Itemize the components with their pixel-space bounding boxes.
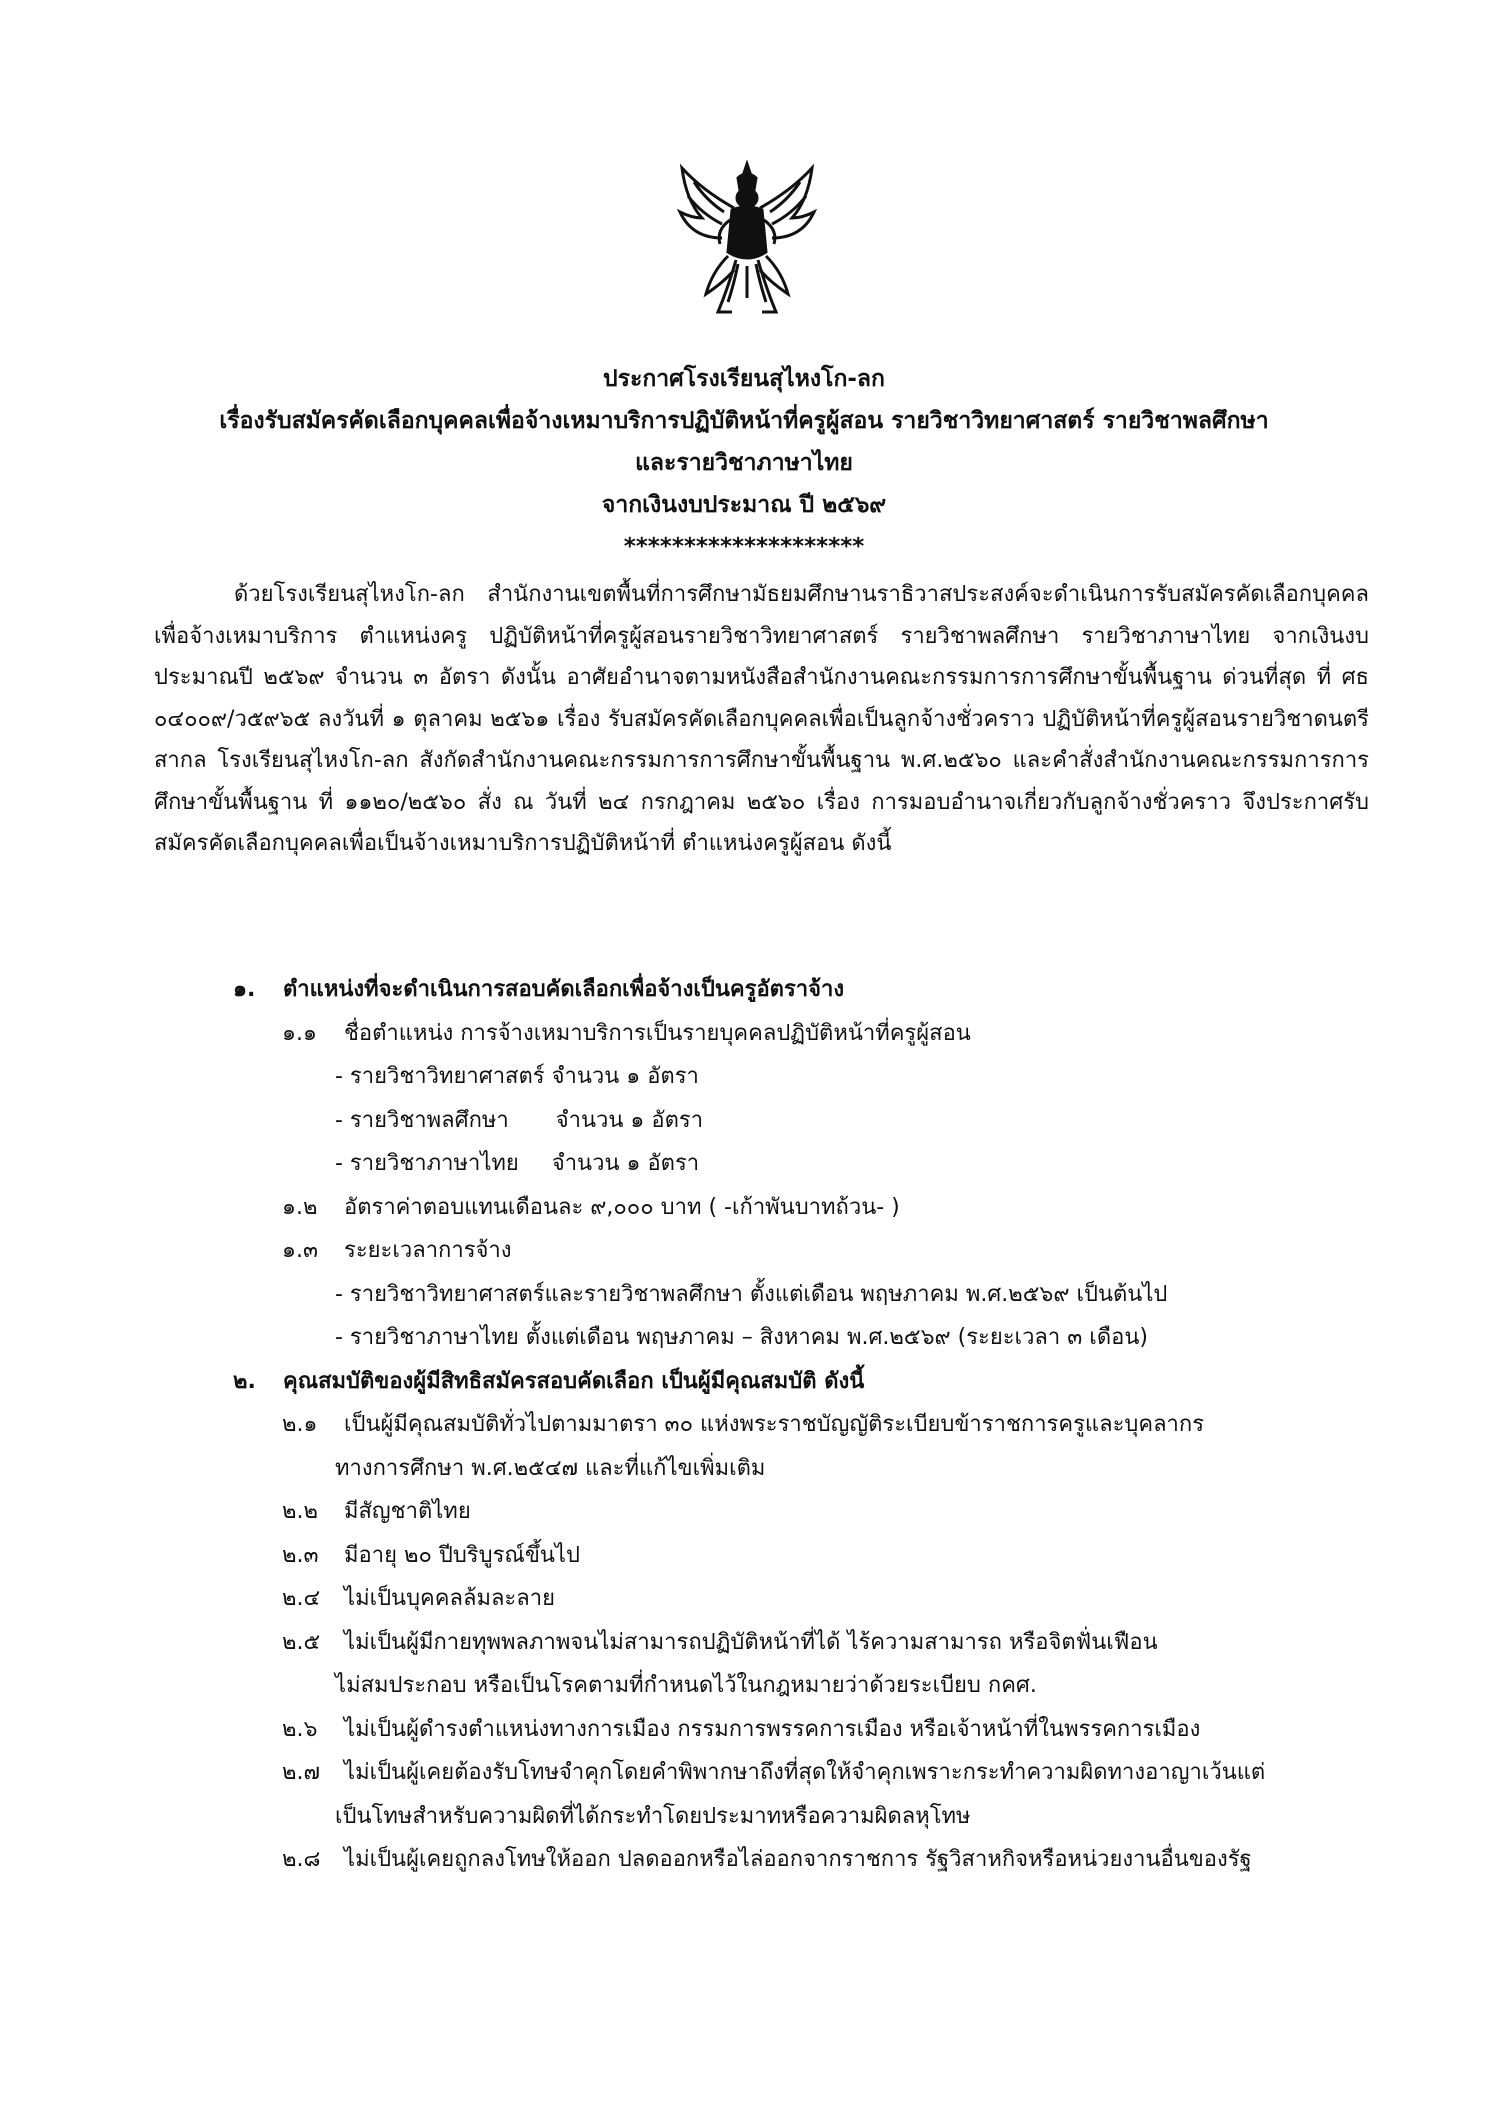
qualification-item [0, 1621, 1488, 1665]
qualification-number: ๒.๔ [282, 1586, 321, 1611]
position-count: จำนวน ๑ อัตรา [551, 1151, 700, 1176]
qualification-item [0, 1838, 1488, 1882]
position-subject: - รายวิชาพลศึกษา [335, 1107, 509, 1133]
position-row [0, 1055, 1488, 1099]
qualification-item [0, 1534, 1488, 1578]
qualification-text: ไม่เป็นผู้เคยถูกลงโทษให้ออก ปลดออกหรือไล่ออกจากราชการ รัฐวิสาหกิจหรือหน่วยงานอื่นของรัฐ [344, 1847, 1252, 1872]
qualification-continuation: เป็นโทษสำหรับความผิดที่ได้กระทำโดยประมาทหรือความผิดลหุโทษ [335, 1803, 971, 1829]
position-subject: - รายวิชาภาษาไทย [335, 1151, 519, 1176]
item-1-1 [0, 1012, 1488, 1056]
item-1-3-number: ๑.๓ [282, 1238, 318, 1263]
qualification-item [0, 1403, 1488, 1447]
section-2-heading [0, 1360, 1488, 1404]
qualification-item [0, 1708, 1488, 1752]
qualification-continuation: ทางการศึกษา พ.ศ.๒๕๔๗ และที่แก้ไขเพิ่มเติม [335, 1455, 766, 1481]
qualification-number: ๒.๑ [282, 1412, 318, 1437]
qualification-text: ไม่เป็นผู้เคยต้องรับโทษจำคุกโดยคำพิพากษาถึงที่สุดให้จำคุกเพราะกระทำความผิดทางอาญาเว้นแต่ [344, 1760, 1266, 1785]
section-1-number: ๑. [233, 977, 256, 1002]
qualification-continuation: ไม่สมประกอบ หรือเป็นโรคตามที่กำหนดไว้ในกฎหมายว่าด้วยระเบียบ กคศ. [335, 1673, 1037, 1698]
period-row: - รายวิชาวิทยาศาสตร์และรายวิชาพลศึกษา ตั้งแต่เดือน พฤษภาคม พ.ศ.๒๕๖๙ เป็นต้นไป [335, 1281, 1168, 1307]
period-row: - รายวิชาภาษาไทย ตั้งแต่เดือน พฤษภาคม – สิงหาคม พ.ศ.๒๕๖๙ (ระยะเวลา ๓ เดือน) [335, 1325, 1148, 1350]
qualification-text: ไม่เป็นผู้มีกายทุพพลภาพจนไม่สามารถปฏิบัติหน้าที่ได้ ไร้ความสามารถ หรือจิตฟั่นเฟือน [344, 1629, 1158, 1655]
qualification-item [0, 1490, 1488, 1534]
position-row [0, 1142, 1488, 1186]
intro-paragraph: ด้วยโรงเรียนสุไหงโก-ลก สำนักงานเขตพื้นที่การศึกษามัธยมศึกษานราธิวาสประสงค์จะดำเนินการรับสมัครคัดเลือกบุคคลเพื่อจ้างเหมาบริการ ตำแหน่งครู ปฏิบัติหน้าที่ครูผู้สอนรายวิชาวิทยาศาสตร์ รายวิชาพลศึกษา รายวิชาภาษาไทย จากเงินงบประมาณปี ๒๕๖๙ จำนวน ๓ อัตรา ดังนั้น อาศัยอำนาจตามหนังสือสำนักงานคณะกรรมการการศึกษาขั้นพื้นฐาน ด่วนที่สุด ที่ ศธ ๐๔๐๐๙/ว๕๙๖๕ ลงวันที่ ๑ ตุลาคม ๒๕๖๑ เรื่อง รับสมัครคัดเลือกบุคคลเพื่อเป็นลูกจ้างชั่วคราว ปฏิบัติหน้าที่ครูผู้สอนรายวิชาดนตรีสากล โรงเรียนสุไหงโก-ลก สังกัดสำนักงานคณะกรรมการการศึกษาขั้นพื้นฐาน พ.ศ.๒๕๖๐ และคำสั่งสำนักงานคณะกรรมการการศึกษาขั้นพื้นฐาน ที่ ๑๑๒๐/๒๕๖๐ สั่ง ณ วันที่ ๒๔ กรกฎาคม ๒๕๖๐ เรื่อง การมอบอำนาจเกี่ยวกับลูกจ้างชั่วคราว จึงประกาศรับสมัครคัดเลือกบุคคลเพื่อเป็นจ้างเหมาบริการปฏิบัติหน้าที่ ตำแหน่งครูผู้สอน ดังนี้ [154, 582, 1369, 856]
position-row [0, 1099, 1488, 1143]
section-1-title: ตำแหน่งที่จะดำเนินการสอบคัดเลือกเพื่อจ้างเป็นครูอัตราจ้าง [283, 977, 845, 1002]
qualification-text: เป็นผู้มีคุณสมบัติทั่วไปตามมาตรา ๓๐ แห่งพระราชบัญญัติระเบียบข้าราชการครูและบุคลากร [344, 1412, 1205, 1437]
qualification-text: ไม่เป็นบุคคลล้มละลาย [344, 1586, 555, 1611]
qualification-number: ๒.๖ [282, 1716, 318, 1742]
announcement-subject-cont: และรายวิชาภาษาไทย [635, 450, 853, 476]
qualification-number: ๒.๓ [282, 1542, 319, 1568]
qualification-item [0, 1751, 1488, 1795]
qualification-item [0, 1577, 1488, 1621]
qualification-number: ๒.๗ [282, 1760, 321, 1785]
announcement-subject: เรื่องรับสมัครคัดเลือกบุคคลเพื่อจ้างเหมาบริการปฏิบัติหน้าที่ครูผู้สอน รายวิชาวิทยาศาสตร์ รายวิชาพลศึกษา [219, 408, 1269, 434]
qualification-text: มีสัญชาติไทย [344, 1499, 471, 1524]
qualification-number: ๒.๘ [282, 1847, 321, 1872]
item-1-1-number: ๑.๑ [282, 1020, 317, 1046]
item-1-2-text: อัตราค่าตอบแทนเดือนละ ๙,๐๐๐ บาท ( -เก้าพันบาทถ้วน- ) [344, 1194, 900, 1220]
qualification-number: ๒.๒ [282, 1499, 318, 1524]
item-1-2-number: ๑.๒ [282, 1194, 318, 1220]
qualification-text: มีอายุ ๒๐ ปีบริบูรณ์ขึ้นไป [344, 1542, 580, 1568]
intro-block [154, 574, 1369, 865]
qualification-number: ๒.๕ [282, 1629, 321, 1655]
garuda-emblem-icon [672, 160, 822, 320]
item-1-2 [0, 1186, 1488, 1230]
item-1-3 [0, 1229, 1488, 1273]
item-1-3-text: ระยะเวลาการจ้าง [344, 1238, 512, 1263]
position-count: จำนวน ๑ อัตรา [555, 1107, 704, 1133]
qualification-text: ไม่เป็นผู้ดำรงตำแหน่งทางการเมือง กรรมการพรรคการเมือง หรือเจ้าหน้าที่ในพรรคการเมือง [344, 1716, 1201, 1742]
section-2-number: ๒. [233, 1368, 256, 1394]
position-subject: - รายวิชาวิทยาศาสตร์ [335, 1064, 545, 1089]
section-2-title: คุณสมบัติของผู้มีสิทธิสมัครสอบคัดเลือก เป็นผู้มีคุณสมบัติ ดังนี้ [283, 1368, 865, 1394]
item-1-1-text: ชื่อตำแหน่ง การจ้างเหมาบริการเป็นรายบุคคลปฏิบัติหน้าที่ครูผู้สอน [344, 1020, 971, 1046]
announcement-header [0, 358, 1488, 568]
announcement-title: ประกาศโรงเรียนสุไหงโก-ลก [603, 366, 885, 392]
position-count: จำนวน ๑ อัตรา [551, 1064, 699, 1089]
sections [0, 968, 1488, 1882]
section-1-heading [0, 968, 1488, 1012]
budget-year: จากเงินงบประมาณ ปี ๒๕๖๙ [601, 492, 887, 518]
separator-stars: ******************** [623, 534, 865, 560]
